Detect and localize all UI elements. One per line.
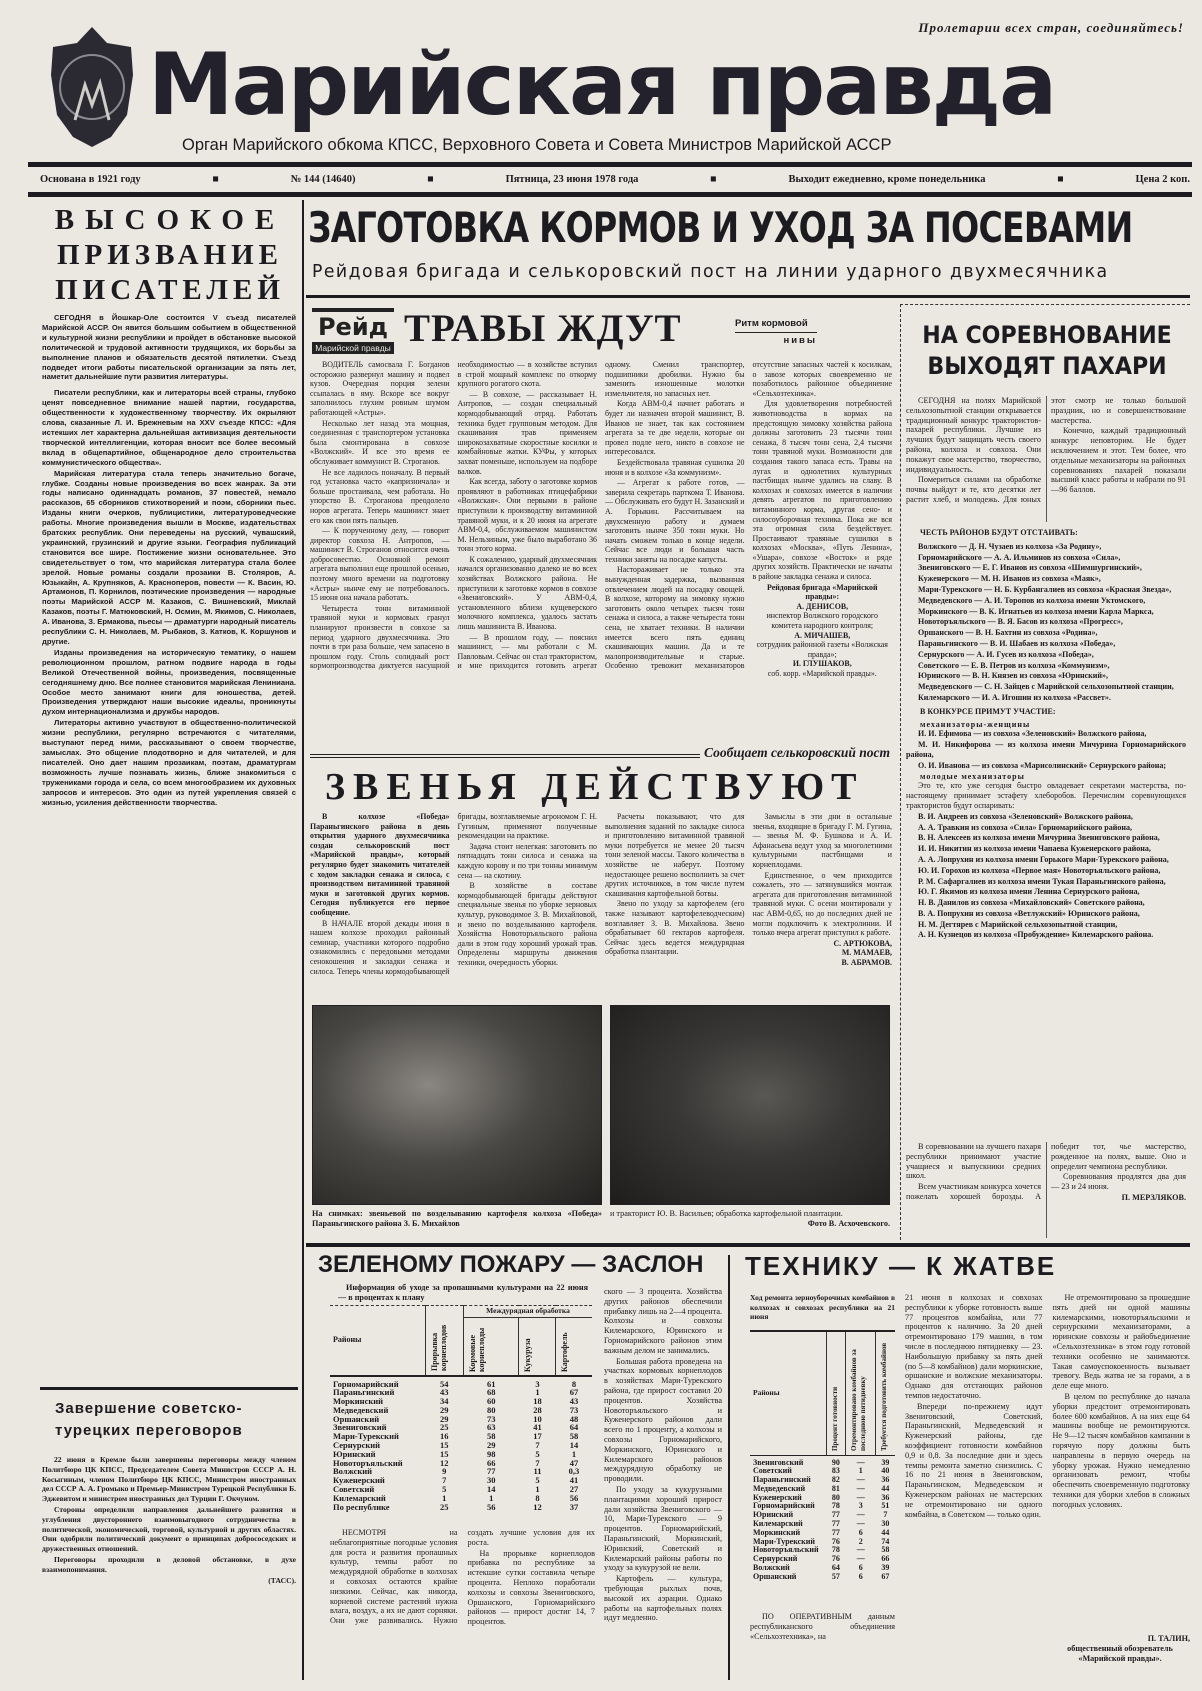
photo-link-leader <box>312 1005 602 1205</box>
value-cell: 68 <box>486 1387 496 1398</box>
col-header: Районы <box>330 1306 425 1376</box>
main-headline: ЗАГОТОВКА КОРМОВ И УХОД ЗА ПОСЕВАМИ <box>308 203 1133 252</box>
district-cell: Куженерский <box>333 1475 385 1486</box>
district-cell: Горномарийский <box>753 1501 815 1511</box>
photo-caption-right: и тракторист Ю. В. Васильев; обработка картофельной плантации. Фото В. Асхочевского. <box>610 1209 890 1228</box>
value-cell: 10 <box>533 1413 542 1424</box>
value-cell: 28 <box>533 1404 542 1415</box>
district-cell: Моркинский <box>333 1396 384 1407</box>
table-row <box>750 1573 895 1582</box>
photo-caption-left: На снимках: звеньевой по возделыванию картофеля колхоза «Победа» Параньгинского района З. Б. Михайлов <box>312 1209 602 1228</box>
value-cell: 47 <box>569 1457 579 1468</box>
col-header: Районы <box>753 1387 780 1397</box>
price: Цена 2 коп. <box>1135 174 1190 185</box>
value-cell: 51 <box>881 1501 890 1511</box>
fire-bottom-text: НЕСМОТРЯ на неблагоприятные погодные условия для роста и развития пропашных культур, темпы работ по междурядной обработке в колхозах и совхозах остаются крайне низкими. Сейчас, как никогда, корневой системе растений нужна влага, воздух, а их не дают сорняки. Они уже развивались. Нужно создать лучшие условия для их роста. На прорывке корнеплодов прибавка по республике за истекшие сутки составила четыре процента. Неплохо поработали колхозы и совхозы Звениговского, Оршанского, Горномарийского районов — прирост достиг 14, 7 процентов. <box>330 1528 595 1627</box>
issue-number: № 144 (14640) <box>290 174 356 185</box>
value-cell: 76 <box>831 1536 840 1546</box>
links-rubric: Сообщает селькоровский пост <box>704 745 890 760</box>
value-cell: 7 <box>442 1475 447 1486</box>
value-cell: 98 <box>486 1448 496 1459</box>
bullet: ■ <box>427 174 434 185</box>
raid-headline: ТРАВЫ ЖДУТ <box>404 307 682 350</box>
value-cell: — <box>856 1510 865 1520</box>
value-cell: 44 <box>881 1483 890 1493</box>
value-cell: 78 <box>831 1501 840 1511</box>
value-cell: 30 <box>881 1519 890 1529</box>
district-cell: Юринский <box>753 1510 794 1520</box>
links-headline: ЗВЕНЬЯ ДЕЙСТВУЮТ <box>325 766 865 808</box>
value-cell: 7 <box>883 1510 888 1520</box>
value-cell: 29 <box>439 1404 449 1415</box>
newspaper-title: Марийская правда <box>148 35 1056 135</box>
district-cell: Советский <box>333 1484 375 1495</box>
value-cell: 43 <box>569 1396 579 1407</box>
col-header: Требуется подготовить комбайнов <box>876 1331 895 1455</box>
district-cell: Советский <box>753 1466 792 1476</box>
district-cell: Звениговский <box>753 1457 804 1467</box>
plowmen-intro: СЕГОДНЯ на полях Марийской сельхозопытной станции открывается традиционный конкурс трактористов-пахарей республики. Лучшие из лучших будут защищать честь своего района, колхоза и совхоза. Они покажут свое мастерство, творчество, индивидуальность. Помериться силами на обработке почвы выйдут и те, кто десятки лет растит хлеб, и молодежь. Для юных этот смотр не только большой праздник, но и совершенствование мастерства. Конечно, каждый традиционный конкурс неповторим. Не будет исключением и этот. Тем более, что отдельные механизаторы на районных соревнованиях пахарей показали высший класс работы и набрали по 91—96 баллов. <box>906 396 1186 504</box>
district-cell: Волжский <box>753 1563 790 1573</box>
value-cell: 36 <box>881 1492 890 1502</box>
value-cell: 90 <box>831 1457 840 1467</box>
harvest-article: 21 июня в колхозах и совхозах республики к уборке готовность выше 77 процентов комбайна, или 77 процентов к наличию. За 20 дней отремонтировано 179 машин, в том числе в последнюю пятидневку — 23. Наибольшую прибавку за пять дней (по 5—8 комбайнов) дали моркинские, оршанские и волжские механизаторы. Однако для отстающих районов темпов недостаточно. Впереди по-прежнему идут Звениговский, Советский, Параньгинский, Медведевский и Куженерский районы, где коэффициент готовности комбайнов 0,9 и 0,8. За последние дни и здесь темпы ремонта заметно снизились. С 16 по 21 июня в Звениговском, Параньгинском, Медведевском и Куженерском районах не мастерских не отремонтировано ни одного комбайна, в Советском — только один. Не отремонтировано за прошедшие пять дней ни одной машины килемарскими, новоторъяльскими и сернурскими механизаторами, а юринские совхозы и райобъединение «Сельхозтехника» в этом году готовой техники особенно не занимаются. Такая самоуспокоенность вызывает тревогу. Ведь жатва не за горами, а в деле еще много. В целом по республике до начала уборки предстоит отремонтировать более 600 комбайнов. А на них еще 64 машины вообще не ремонтируются. Не 9—12 тысяч комбайнов кампании в горячую пору должны быть направлены в первую очередь на уборку урожая. Нужно немедленно организовать ремонт, чтобы обеспечить своевременную подготовку техники для уборки хлебов в сложных погодных условиях. <box>905 1293 1190 1519</box>
raid-signature: Рейдовая бригада «Марийской правды»: А. ДЕНИСОВ, инспектор Волжского городского комитета народного контроля; А. МИЧАШЕВ, сотрудник районной газеты «Волжская правда»; И. ГЛУШАКОВ, соб. корр. «Марийской правды». <box>756 582 888 678</box>
harvest-signature: П. ТАЛИН, общественный обозреватель «Марийской правды». <box>1067 1634 1190 1663</box>
value-cell: 6 <box>858 1571 863 1581</box>
harvest-table-body <box>750 1455 895 1582</box>
district-cell: Куженерский <box>753 1492 802 1502</box>
value-cell: 74 <box>881 1536 890 1546</box>
photo-credit: Фото В. Асхочевского. <box>807 1218 890 1228</box>
fire-table <box>330 1305 592 1511</box>
value-cell: 1 <box>571 1448 577 1459</box>
value-cell: 40 <box>881 1466 890 1476</box>
value-cell: 8 <box>571 1378 577 1389</box>
value-cell: 80 <box>486 1404 496 1415</box>
bullet: ■ <box>1057 174 1064 185</box>
value-cell: 1 <box>535 1484 540 1495</box>
value-cell: 61 <box>486 1378 496 1389</box>
value-cell: 78 <box>831 1545 840 1555</box>
district-cell: Сернурский <box>333 1440 381 1451</box>
value-cell: 77 <box>831 1510 840 1520</box>
value-cell: — <box>856 1492 865 1502</box>
district-cell: Медведевский <box>753 1483 806 1493</box>
district-cell: Сернурский <box>753 1554 798 1564</box>
value-cell: 36 <box>881 1475 890 1485</box>
order-badge-icon <box>45 25 140 150</box>
district-cell: Юринский <box>333 1448 376 1459</box>
col-header: Процент готовности <box>826 1331 846 1455</box>
value-cell: 54 <box>439 1378 449 1389</box>
value-cell: 25 <box>439 1422 449 1433</box>
value-cell: 7 <box>535 1440 540 1451</box>
value-cell: 12 <box>533 1501 542 1512</box>
value-cell: 37 <box>569 1501 579 1512</box>
value-cell: 12 <box>439 1457 449 1468</box>
value-cell: 39 <box>881 1563 890 1573</box>
harvest-table-title: Ход ремонта зерноуборочных комбайнов в колхозах и совхозах республики на 21 июня <box>750 1293 895 1321</box>
value-cell: 64 <box>831 1563 840 1573</box>
value-cell: 57 <box>831 1571 840 1581</box>
value-cell: 1 <box>535 1387 540 1398</box>
value-cell: 77 <box>831 1519 840 1529</box>
value-cell: 56 <box>486 1501 496 1512</box>
value-cell: 63 <box>486 1422 496 1433</box>
value-cell: 27 <box>569 1484 579 1495</box>
value-cell: 5 <box>442 1484 447 1495</box>
value-cell: 80 <box>831 1492 840 1502</box>
value-cell: 82 <box>831 1475 840 1485</box>
value-cell: 64 <box>569 1422 579 1433</box>
district-cell: Оршанский <box>753 1571 797 1581</box>
value-cell: — <box>856 1475 865 1485</box>
value-cell: 5 <box>535 1448 540 1459</box>
value-cell: 17 <box>533 1431 542 1442</box>
district-cell: Звениговский <box>333 1422 387 1433</box>
plowmen-headline: НА СОРЕВНОВАНИЕ ВЫХОДЯТ ПАХАРИ <box>922 321 1172 380</box>
value-cell: 1 <box>858 1466 863 1476</box>
value-cell: 25 <box>439 1501 449 1512</box>
value-cell: 30 <box>486 1475 496 1486</box>
fire-table-head <box>330 1306 592 1376</box>
bullet: ■ <box>212 174 219 185</box>
value-cell: 18 <box>533 1396 542 1407</box>
bullet: ■ <box>710 174 717 185</box>
district-cell: Горномарийский <box>333 1378 399 1389</box>
founded: Основана в 1921 году <box>40 174 141 185</box>
plowmen-outro: В соревновании на лучшего пахаря республики принимают участие учащиеся и выпускники средних школ. Всем участникам конкурса хочется пожелать хорошей борозды. А победит тот, чье мастерство, рожденное на полях, выше. Оно и определит чемпиона республики. Соревнования продлятся два дня — 23 и 24 июня. П. МЕРЗЛЯКОВ. <box>906 1142 1186 1202</box>
value-cell: 76 <box>831 1554 840 1564</box>
raid-rubric: Ритм кормовой нивы <box>735 318 817 346</box>
district-cell: Мари-Турекский <box>333 1431 399 1442</box>
value-cell: 77 <box>831 1527 840 1537</box>
district-cell: Мари-Турекский <box>753 1536 815 1546</box>
harvest-table-wrap <box>750 1330 895 1582</box>
links-signature: С. АРТЮКОВА, М. МАМАЕВ, В. АБРАМОВ. <box>833 938 892 967</box>
district-cell: Волжский <box>333 1466 373 1477</box>
fire-side-column: ского — 3 процента. Хозяйства других районов обеспечили прибавку лишь на 2—4 процента. Колхозы и совхозы Килемарского, Юринского и Горномарийского районов этим важным делом не занимались. Большая работа проведена на участках кормовых корнеплодов в хозяйствах Мари-Турекского района, где прирост составил 20 процентов. Хозяйства Новоторъяльского и Куженерского районов дали всего по 1 проценту, а колхозы и совхозы Горномарийского, Моркинского, Юринского и Килемарского районов междурядную обработку не проводили. По уходу за кукурузными плантациями хороший прирост дали хозяйства Звениговского — 10, Мари-Турекского — 9 процентов. Горномарийский, Параньгинский, Моркинский, Юринский, Советский и Килемарский районы работы по уходу за кукурузой не вели. Картофель — культура, требующая рыхлых почв, высокой их аэрации. Однако работы на картофельных полях идут медленно. <box>604 1287 722 1623</box>
district-cell: Параньгинский <box>333 1387 395 1398</box>
district-cell: Новоторъяльский <box>753 1545 819 1555</box>
value-cell: 2 <box>858 1536 863 1546</box>
plowmen-list: ЧЕСТЬ РАЙОНОВ БУДУТ ОТСТАИВАТЬ: Волжского — Д. Н. Чузаев из колхоза «За Родину», Горномарийского — А. А. Ильминов из совхоза «Сила», Звениговского — Е. Г. Иванов из совхоза «Шимшургинский», Куженерского — М. Н. Иванов из совхоза «Маяк», Мари-Турекского — Н. Б. Курбангалиев из совхоза «Красная Звезда», Медведевского — А. И. Торопов из колхоза имени Уктомского, Моркинского — В. К. Игнатьев из колхоза имени Карла Маркса, Новоторъяльского — В. Я. Басов из колхоза «Прогресс», Оршанского — В. Н. Бахтин из совхоза «Родина», Параньгинского — В. И. Шабаев из колхоза «Победа», Сернурского — А. И. Гусев из колхоза «Победа», Советского — Е. В. Петров из колхоза «Коммунизм», Юринского — В. Н. Князев из совхоза «Юринский», Медведевского — С. Н. Зайцев с Марийской сельхозопытной станции, Килемарского — И. А. Игошин из колхоза «Рассвет». В КОНКУРСЕ ПРИМУТ УЧАСТИЕ: механизаторы-женщины И. И. Ефимова — из совхоза «Зеленовский» Волжского района, М. И. Никифорова — из колхоза имени Мичурина Горномарийского района, О. И. Иванова — из совхоза «Марисолинский» Сернурского района; молодые механизаторы Это те, кто уже сегодня быстро овладевает секретами мастерства, по-настоящему принимает эстафету хлеборобов. Перечислим соревнующихся трактористов будут оспаривать: В. И. Андреев из совхоза «Зеленовский» Волжского района, А. А. Травкин из совхоза «Сила» Горномарийского района, В. Н. Алексеев из колхоза имени Мичурина Звениговского района, И. И. Никитин из колхоза имени Чапаева Куженерского района, А. А. Лопрухин из колхоза имени Горького Мари-Турекского района, Ю. И. Горохов из колхоза «Первое мая» Новоторъяльского района, Р. М. Сафаргалиев из колхоза имени Тукая Параньгинского района, Ю. Г. Якимов из колхоза имени Ленина Сернурского района, Н. В. Данилов из совхоза «Михайловский» Советского района, В. А. Попрухин из совхоза «Ветлужский» Юринского района, Н. М. Дегтярев с Марийской сельхозопытной станции, А. Н. Кузнецов из колхоза «Пробуждение» Килемарского района. <box>906 528 1186 940</box>
talks-article: 22 июня в Кремле были завершены переговоры между членом Политбюро ЦК КПСС, Председателем Совета Министров СССР А. Н. Косыгиным, членом Политбюро ЦК КПСС, Министром иностранных дел СССР А. А. Громыко и Премьер-Министром Турецкой Республики Б. Эджевитом и министром иностранных дел Турции Г. Окчуном. Стороны определили направления дальнейшего развития и углубления двустороннего взаимовыгодного сотрудничества в политической, экономической, торговой, культурной и других областях. Они одобрили политический документ о принципах добрососедских и дружественных отношений. Переговоры проходили в деловой обстановке, в духе взаимопонимания. (ТАСС). <box>42 1455 296 1585</box>
fire-table-wrap <box>330 1305 592 1511</box>
links-article: В колхозе «Победа» Параньгинского района в день открытия ударного двухмесячника создан селькоровский пост «Марийской правды», который регулярно будет знакомить читателей с ходом закладки сенажа и силоса, с производством витаминной травяной муки и заготовкой других кормов. Сегодня публикуется его первое сообщение. В НАЧАЛЕ второй декады июня в нашем колхозе проходил районный семинар, участники которого подробно ознакомились с передовыми методами сенокошения и закладки сенажа и силоса. Теперь члены кормодобывающей бригады, возглавляемые агрономом Г. Н. Гугиным, применяют полученные рекомендации на практике. Задача стоит нелегкая: заготовить по пятнадцать тонн силоса и сенажа на каждую корову и по три тонны минимум сена — на скотину. В хозяйстве в составе кормодобывающей бригады действуют специальные звенья по уборке зерновых культур, руководимое З. В. Михайловой, и звено по возделыванию картофеля. Хозяйства Новоторъяльского района дали в этом году хороший урожай трав. Определены маршруты движения техники, очередность уборки. Расчеты показывают, что для выполнения заданий по закладке силоса и приготовлению витаминной травяной муки потребуется не менее 20 тысяч тонн зеленой массы. Такого количества в хозяйстве не наберут. Поэтому недостающее решено восполнить за счет других источников, в том числе путем скашивания картофельной ботвы. Звено по уходу за картофелем (его также называют картофелеводческим) возглавляет З. В. Михайлова. Звено обрабатывает 60 гектаров картофеля. Сейчас здесь ведется междурядная обработка плантации. Замыслы в эти дни в остальные звенья, входящие в бригаду Г. М. Гугина, — звенья М. Ф. Бушкова и А. И. Афанасьева ведут уход за многолетними культурными пастбищами и корнеплодами. Единственное, о чем приходится сожалеть, это — затянувшийся монтаж агрегата для приготовления витаминной травяной муки. С осени монтировали у нас АВМ-0,65, но до последних дней не могли подключить к электролинии. И только вчера агрегат приступил к работе. С. АРТЮКОВА, М. МАМАЕВ, В. АБРАМОВ. <box>310 812 892 976</box>
district-cell: Новоторъяльский <box>333 1457 403 1468</box>
value-cell: 1 <box>442 1492 447 1503</box>
col-header: Картофель <box>560 1332 570 1373</box>
value-cell: 58 <box>486 1431 496 1442</box>
district-cell: Оршанский <box>333 1413 380 1424</box>
value-cell: 66 <box>486 1457 496 1468</box>
value-cell: — <box>856 1519 865 1529</box>
col-header-group: Междурядная обработка <box>463 1306 592 1318</box>
value-cell: 15 <box>439 1440 449 1451</box>
value-cell: 56 <box>569 1492 579 1503</box>
value-cell: 34 <box>439 1396 449 1407</box>
district-cell: Моркинский <box>753 1527 801 1537</box>
value-cell: 41 <box>533 1422 542 1433</box>
value-cell: 81 <box>831 1483 840 1493</box>
value-cell: 73 <box>486 1413 496 1424</box>
district-cell: По республике <box>333 1501 390 1512</box>
value-cell: — <box>856 1554 865 1564</box>
main-subheadline: Рейдовая бригада и селькоровский пост на линии ударного двухмесячника <box>312 261 1109 282</box>
col-header: Прорывка корнеплодов <box>425 1306 463 1376</box>
value-cell: 43 <box>439 1387 449 1398</box>
district-cell: Параньгинский <box>753 1475 811 1485</box>
value-cell: 0,3 <box>568 1466 580 1477</box>
value-cell: 5 <box>535 1475 540 1486</box>
value-cell: — <box>856 1545 865 1555</box>
motto: Пролетарии всех стран, соединяйтесь! <box>918 20 1184 35</box>
table-row <box>330 1503 592 1512</box>
newspaper-subtitle: Орган Марийского обкома КПСС, Верховного Совета и Совета Министров Марийской АССР <box>182 136 892 154</box>
value-cell: 14 <box>486 1484 496 1495</box>
writers-article: СЕГОДНЯ в Йошкар-Оле состоится V съезд писателей Марийской АССР. Он явится большим событием в общественной и культурной жизни республики и пройдет в обстановке высокой политической и трудовой активности трудящихся, их борьбы за выполнение планов и обязательств десятой пятилетки. Съезд подведет итоги работы писательской организации за пять лет, наметит дальнейшие пути развития литературы. Писатели республики, как и литераторы всей страны, глубоко ценят повседневное внимание нашей партии, государства, общественности к художественному творчеству. Их окрыляют слова, сказанные Л. И. Брежневым на XXV съезде КПСС: «Для истекших лет характерна дальнейшая активизация деятельности творческой интеллигенции, которая вносит все более весомый вклад в общепартийное, общенародное дело строительства коммунистического общества». Марийская литература стала теперь значительно богаче, глубже. Созданы новые произведения во всех жанрах. За эти годы написано одиннадцать романов, 37 повестей, немало рассказов, 65 сборников стихотворений и поэм, сборники пьес. Изданы книги очерков, публицистики, литературоведческие работы. Многие произведения вышли в Москве, издательствах братских республик. Они переведены на русский, чувашский, украинский, грузинский и другие языки. География публикаций становится все шире. Постижение жизни основательнее. Это свидетельствует о том, что марийская литература стала более зрелой. Новые романы создали прозаики В. Столяров, А. Юзыкайн, А. Крупняков, А. Красноперов, повести — К. Васин, Ю. Артамонов, П. Корнилов, поэтические произведения — народные поэты Марийской АССР М. Казаков, С. Вишневский, Миклай Казаков, поэты Г. Матюковский, Н. Осмин, М. Якимов, С. Николаев, А. Иванова, З. Ермакова, пьесы — драматурги народный писатель республики С. Н. Николаев, М. Рыбаков, З. Катков, К. Коршунов и другие. Изданы произведения на историческую тематику, о нашем революционном прошлом, ратном подвиге народа в годы Великой Отечественной войны, произведения, посвященные сегодняшнему дню. Все полнее становится марийская Лениниана. Особое место занимают книги для юношества, детей. Произведения утверждают наши высокие идеалы, проникнуты духом интернационализма и дружбы народов. Литераторы активно участвуют в общественно-политической жизни республики, регулярно встречаются с читателями, выступают перед ними, рассказывают о своем творчестве, замыслах. Это общение плодотворно и для читателей, и для писателей. Оно дает нашим прозаикам, поэтам, драматургам возможность лучше познавать жизнь, ближе знакомиться с тружениками города и села, со всем многообразием их духовных запросов и интересов. Это один из путей укрепления связей с жизнью, усиления действенности творчества. <box>42 313 296 807</box>
value-cell: 3 <box>535 1378 540 1389</box>
value-cell: 39 <box>881 1457 890 1467</box>
issue-info-bar <box>40 173 1190 186</box>
value-cell: 9 <box>442 1466 447 1477</box>
value-cell: 6 <box>858 1563 863 1573</box>
value-cell: 29 <box>439 1413 449 1424</box>
fire-table-body <box>330 1376 592 1512</box>
value-cell: 58 <box>881 1545 890 1555</box>
emblem <box>45 25 140 150</box>
harvest-table <box>750 1330 895 1582</box>
value-cell: 14 <box>569 1440 579 1451</box>
value-cell: 58 <box>569 1431 579 1442</box>
value-cell: 29 <box>486 1440 496 1451</box>
value-cell: 1 <box>489 1492 494 1503</box>
district-cell: Килемарский <box>753 1519 803 1529</box>
value-cell: 83 <box>831 1466 840 1476</box>
frequency: Выходит ежедневно, кроме понедельника <box>788 174 986 185</box>
writers-headline: ВЫСОКОЕ ПРИЗВАНИЕ ПИСАТЕЛЕЙ <box>54 204 286 306</box>
col-header: Отремонтировано комбайнов за последнюю пятидневку <box>846 1331 876 1455</box>
value-cell: 77 <box>486 1466 496 1477</box>
value-cell: 6 <box>858 1527 863 1537</box>
raid-logo: Рейд Марийской правды <box>312 308 394 354</box>
value-cell: 66 <box>881 1554 890 1564</box>
value-cell: 60 <box>486 1396 496 1407</box>
value-cell: 3 <box>858 1501 863 1511</box>
fire-headline: ЗЕЛЕНОМУ ПОЖАРУ — ЗАСЛОН <box>318 1251 704 1278</box>
value-cell: 67 <box>569 1387 579 1398</box>
value-cell: 73 <box>569 1404 579 1415</box>
value-cell: 11 <box>533 1466 542 1477</box>
value-cell: 41 <box>569 1475 579 1486</box>
value-cell: — <box>856 1483 865 1493</box>
district-cell: Медведевский <box>333 1404 389 1415</box>
value-cell: 16 <box>439 1431 449 1442</box>
col-header: Кормовые корнеплоды <box>463 1318 519 1376</box>
col-header: Кукуруза <box>519 1318 556 1376</box>
harvest-headline: ТЕХНИКУ — К ЖАТВЕ <box>745 1251 1057 1281</box>
value-cell: 44 <box>881 1527 890 1537</box>
value-cell: 67 <box>881 1571 890 1581</box>
fire-table-title: Информация об уходе за пропашными культурами на 22 июня — в процентах к плану <box>338 1283 588 1302</box>
value-cell: 7 <box>535 1457 540 1468</box>
issue-date: Пятница, 23 июня 1978 года <box>505 174 639 185</box>
value-cell: — <box>856 1457 865 1467</box>
talks-headline: Завершение советско-турецких переговоров <box>55 1400 243 1439</box>
photo-tractor-field <box>610 1005 890 1205</box>
harvest-below-table: ПО ОПЕРАТИВНЫМ данным республиканского объединения «Сельхозтехника», на <box>750 1612 895 1641</box>
district-cell: Килемарский <box>333 1492 386 1503</box>
value-cell: 15 <box>439 1448 449 1459</box>
raid-article: ВОДИТЕЛЬ самосвала Г. Богданов осторожно развернул машину и подвел кузов. Очередная порция зелени ссыпалась в яму. Вскоре все вокруг заполнилось глухим ровным шумом работающей «Астры». Несколько лет назад эта мощная, соединенная с транспортером установка была смонтирована в совхозе «Волжский». И все это время ее обслуживает коммунист В. Строганов. Не все ладилось поначалу. В первый год установка часто «капризничала» и больше простаивала, чем работала. Но упорство В. Строганова преодолело норов агрегата. Теперь машинист знает его как свои пять пальцев. — К порученному делу, — говорит директор совхоза Н. Антропов, — машинист В. Строганов относится очень добросовестно. Основной ремонт агрегата выполнил еще прошлой осенью, поэтому много времени на подготовку «Астры» нынче ему не потребовалось. 15 июня она начала работать. Четыреста тонн витаминной травяной муки и кормовых гранул планируют произвести в совхозе за период ударного двухмесячника. Это почти в три раза больше, чем запасено в прошлом году. Столь солидный рост кормопроизводства диктуется насущной необходимостью — в хозяйстве вступил в строй мощный комплекс по откорму крупного рогатого скота. — В совхозе, — рассказывает Н. Антропов, — создан специальный кормодобывающий отряд. Работать техника будет групповым методом. Для скашивания трав применяем широкозахватные скоростные косилки и комбайновые жатки. КУФы, у которых захват поменьше, используем на подборе валков. Как всегда, заботу о заготовке кормов проявляют в работниках птицефабрики «Волжская». Они первыми в районе приступили к производству витаминной травяной муки, и к 20 июня на агрегате АВМ-0,4, обслуживаемом машинистом М. Нельзиным, уже было выработано 36 тонн этого корма. К сожалению, ударный двухмесячник начался организованно далеко не во всех хозяйствах Волжского района. Не приступили к заготовке кормов в совхозе «Звениговский». У АВМ-0,4, установленного вблизи кущеверского молочного комплекса, удалось застать лишь машиниста В. Иванова. — В прошлом году, — пояснил машинист, — мы работали с М. Павловым. Сейчас он стал трактористом, и мне приходится готовить агрегат одному. Сменил транспортер, подшипники дробилки. Нужно бы заменить изношенные молотки измельчителя, но запасных нет. Когда АВМ-0,4 начнет работать и будет ли назначен второй машинист, В. Иванов не знает, так как состоянием агрегата за те две недели, которые он провел подле него, никто в совхозе не интересовался. Бездействовала травяная сушилка 20 июня и в колхозе «За коммунизм». — Агрегат к работе готов, — заверила секретарь парткома Т. Иванова. — Обслуживать его будут Н. Зазанский и А. Горыкин. Рассчитываем на двухсменную работу и думаем заготовить нынче 350 тонн муки. Но начать сможем только в конце недели. Сейчас все люди и большая часть техники заняты на посадке капусты. Настораживает не только эта вынужденная задержка, вызванная отвлечением людей на посадку овощей. В колхозе, которому на зимовку нужно заготовить около четырех тысяч тонн сенажа и силоса, а также четыреста тонн сена, не хватает техники. В наличии имеется всего пять единиц скашивающих машин. Да и те малопроизводительные и старые. Особенно тревожит механизаторов отсутствие запасных частей к косилкам, о завозе которых своевременно не позаботилось районное объединение «Сельхозтехника». Для удовлетворения потребностей животноводства в кормах на предстоящую зимовку хозяйства района должны заготовить 23 тысячи тонн сенажа, 8 тысяч тонн сена, 2,4 тысячи тонн травяной муки. Возможности для создания такого запаса есть. Травы на лугах и однолетних культурных пастбищах нынче удались на славу. В колхозах и совхозах имеется в наличии девять агрегатов по приготовлению витаминного корма, другая сено- и силосоуборочная техника. Пока же вся эта огромная сила бездействует. Простаивают травяные сушилки в колхозах «Москва», «Путь Ленина», «Ушара», совхозе «Восток» и ряде других хозяйств. Практически не начаты в районе закладка сенажа и силоса. Рейдовая бригада «Марийской правды»: А. ДЕНИСОВ, инспектор Волжского городского комитета народного контроля; А. МИЧАШЕВ, сотрудник районной газеты «Волжская правда»; И. ГЛУШАКОВ, соб. корр. «Марийской правды». <box>310 360 892 678</box>
value-cell: 8 <box>535 1492 540 1503</box>
links-rubric-rule <box>310 754 700 758</box>
value-cell: 48 <box>569 1413 579 1424</box>
